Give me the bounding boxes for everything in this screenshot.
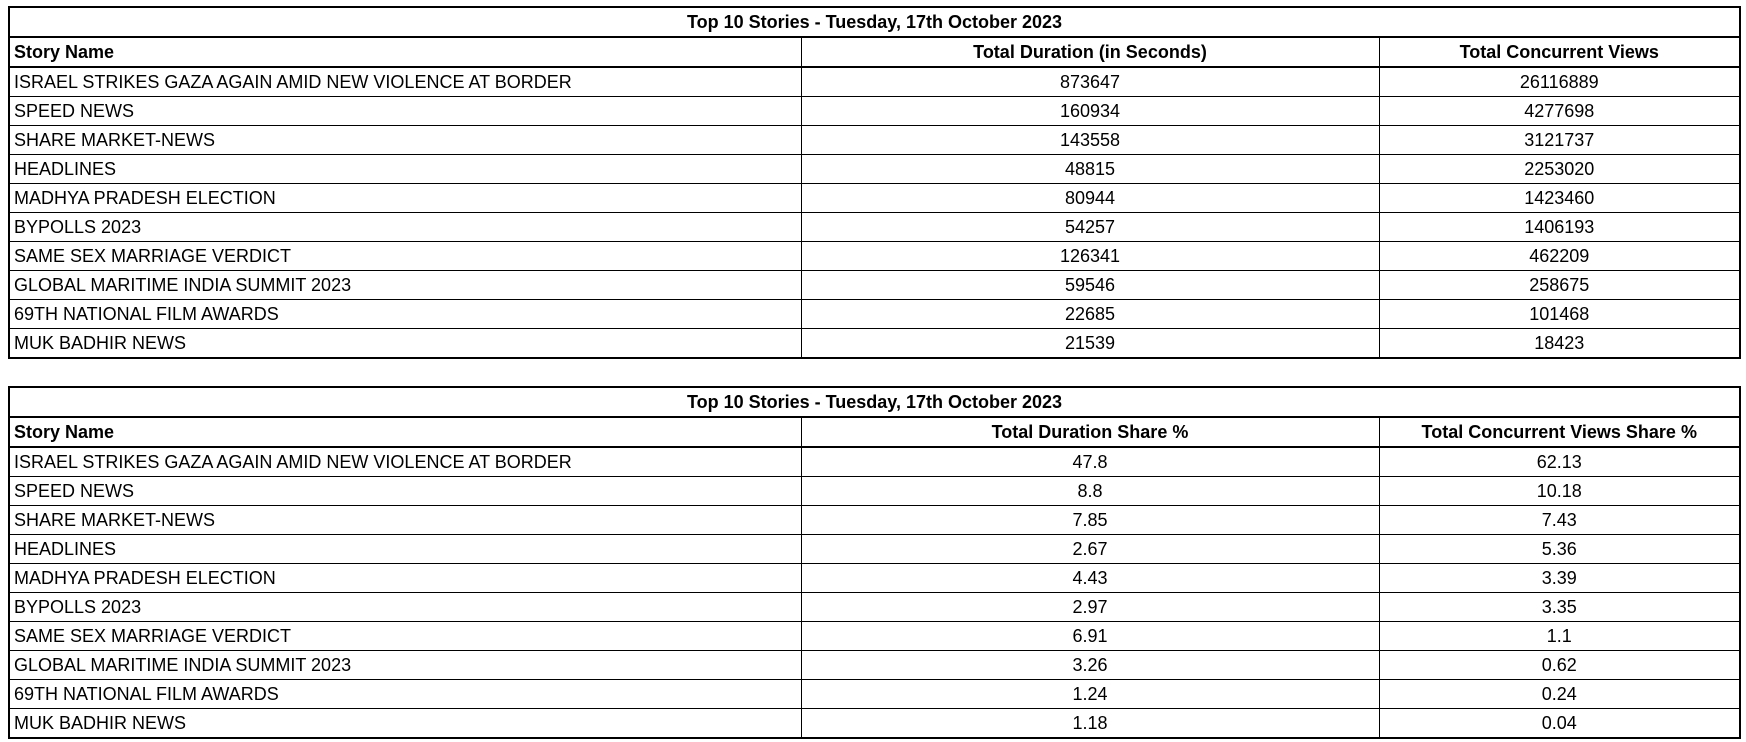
story-name-cell: MADHYA PRADESH ELECTION xyxy=(9,564,801,593)
value-cell: 7.43 xyxy=(1379,506,1740,535)
table-body xyxy=(9,447,1740,738)
value-cell: 6.91 xyxy=(801,622,1379,651)
value-cell: 22685 xyxy=(801,300,1379,329)
story-name-cell: 69TH NATIONAL FILM AWARDS xyxy=(9,300,801,329)
story-name-cell: SPEED NEWS xyxy=(9,477,801,506)
value-cell: 4277698 xyxy=(1379,97,1740,126)
value-cell: 8.8 xyxy=(801,477,1379,506)
value-cell: 873647 xyxy=(801,67,1379,97)
value-cell: 258675 xyxy=(1379,271,1740,300)
column-header-total-duration: Total Duration (in Seconds) xyxy=(801,37,1379,67)
story-name-cell: SAME SEX MARRIAGE VERDICT xyxy=(9,622,801,651)
table-title: Top 10 Stories - Tuesday, 17th October 2023 xyxy=(9,7,1740,37)
duration-views-table xyxy=(8,6,1741,359)
value-cell: 3121737 xyxy=(1379,126,1740,155)
table-row xyxy=(9,535,1740,564)
value-cell: 3.26 xyxy=(801,651,1379,680)
value-cell: 126341 xyxy=(801,242,1379,271)
value-cell: 48815 xyxy=(801,155,1379,184)
value-cell: 5.36 xyxy=(1379,535,1740,564)
value-cell: 1.1 xyxy=(1379,622,1740,651)
value-cell: 2.97 xyxy=(801,593,1379,622)
value-cell: 21539 xyxy=(801,329,1379,359)
table-row xyxy=(9,67,1740,97)
value-cell: 2253020 xyxy=(1379,155,1740,184)
story-name-cell: GLOBAL MARITIME INDIA SUMMIT 2023 xyxy=(9,651,801,680)
value-cell: 143558 xyxy=(801,126,1379,155)
table-row xyxy=(9,447,1740,477)
story-name-cell: SAME SEX MARRIAGE VERDICT xyxy=(9,242,801,271)
table-row xyxy=(9,477,1740,506)
story-name-cell: BYPOLLS 2023 xyxy=(9,593,801,622)
table-header-row xyxy=(9,417,1740,447)
value-cell: 3.35 xyxy=(1379,593,1740,622)
story-name-cell: HEADLINES xyxy=(9,155,801,184)
table-row xyxy=(9,300,1740,329)
table-row xyxy=(9,593,1740,622)
table-title-row xyxy=(9,7,1740,37)
table-title: Top 10 Stories - Tuesday, 17th October 2023 xyxy=(9,387,1740,417)
story-name-cell: ISRAEL STRIKES GAZA AGAIN AMID NEW VIOLENCE AT BORDER xyxy=(9,447,801,477)
table-title-row xyxy=(9,387,1740,417)
table-row xyxy=(9,709,1740,739)
table-row xyxy=(9,242,1740,271)
value-cell: 1.24 xyxy=(801,680,1379,709)
value-cell: 47.8 xyxy=(801,447,1379,477)
story-name-cell: SPEED NEWS xyxy=(9,97,801,126)
value-cell: 1406193 xyxy=(1379,213,1740,242)
table-row xyxy=(9,622,1740,651)
value-cell: 80944 xyxy=(801,184,1379,213)
story-name-cell: HEADLINES xyxy=(9,535,801,564)
value-cell: 10.18 xyxy=(1379,477,1740,506)
table-body xyxy=(9,67,1740,358)
table-row xyxy=(9,184,1740,213)
table-row xyxy=(9,155,1740,184)
value-cell: 62.13 xyxy=(1379,447,1740,477)
value-cell: 4.43 xyxy=(801,564,1379,593)
value-cell: 54257 xyxy=(801,213,1379,242)
value-cell: 101468 xyxy=(1379,300,1740,329)
story-name-cell: GLOBAL MARITIME INDIA SUMMIT 2023 xyxy=(9,271,801,300)
story-name-cell: SHARE MARKET-NEWS xyxy=(9,506,801,535)
value-cell: 0.24 xyxy=(1379,680,1740,709)
value-cell: 3.39 xyxy=(1379,564,1740,593)
story-name-cell: SHARE MARKET-NEWS xyxy=(9,126,801,155)
share-percent-table xyxy=(8,386,1741,739)
column-header-story-name: Story Name xyxy=(9,37,801,67)
story-name-cell: ISRAEL STRIKES GAZA AGAIN AMID NEW VIOLENCE AT BORDER xyxy=(9,67,801,97)
table-row xyxy=(9,271,1740,300)
column-header-story-name: Story Name xyxy=(9,417,801,447)
column-header-total-views: Total Concurrent Views xyxy=(1379,37,1740,67)
table-row xyxy=(9,126,1740,155)
column-header-duration-share: Total Duration Share % xyxy=(801,417,1379,447)
value-cell: 1423460 xyxy=(1379,184,1740,213)
story-name-cell: 69TH NATIONAL FILM AWARDS xyxy=(9,680,801,709)
value-cell: 160934 xyxy=(801,97,1379,126)
value-cell: 18423 xyxy=(1379,329,1740,359)
story-name-cell: BYPOLLS 2023 xyxy=(9,213,801,242)
story-name-cell: MUK BADHIR NEWS xyxy=(9,709,801,739)
table-row xyxy=(9,651,1740,680)
value-cell: 2.67 xyxy=(801,535,1379,564)
table-row xyxy=(9,564,1740,593)
story-name-cell: MUK BADHIR NEWS xyxy=(9,329,801,359)
table-row xyxy=(9,329,1740,359)
value-cell: 59546 xyxy=(801,271,1379,300)
value-cell: 7.85 xyxy=(801,506,1379,535)
value-cell: 462209 xyxy=(1379,242,1740,271)
table-row xyxy=(9,680,1740,709)
table-row xyxy=(9,213,1740,242)
value-cell: 26116889 xyxy=(1379,67,1740,97)
story-name-cell: MADHYA PRADESH ELECTION xyxy=(9,184,801,213)
value-cell: 0.62 xyxy=(1379,651,1740,680)
table-header-row xyxy=(9,37,1740,67)
value-cell: 1.18 xyxy=(801,709,1379,739)
column-header-views-share: Total Concurrent Views Share % xyxy=(1379,417,1740,447)
table-row xyxy=(9,97,1740,126)
table-row xyxy=(9,506,1740,535)
value-cell: 0.04 xyxy=(1379,709,1740,739)
